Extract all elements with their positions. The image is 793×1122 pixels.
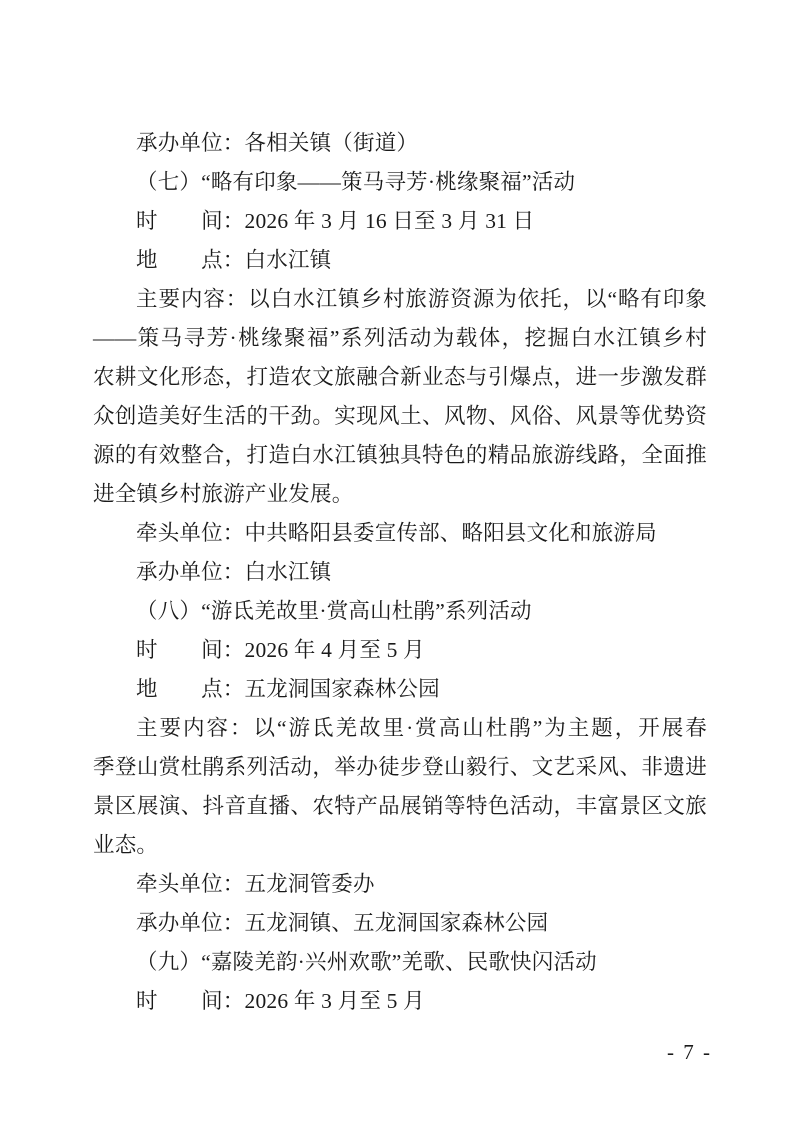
section-heading: （七）“略有印象——策马寻芳·桃缘聚福”活动 — [136, 170, 576, 194]
text-line: 牵头单位：中共略阳县委宣传部、略阳县文化和旅游局 — [136, 521, 657, 545]
text-line: 地 点：白水江镇 — [136, 248, 332, 272]
text-line: 农耕文化形态，打造农文旅融合新业态与引爆点，进一步激发群 — [93, 365, 707, 389]
section-heading: （八）“游氐羌故里·赏高山杜鹃”系列活动 — [136, 599, 532, 623]
text-line: 承办单位：白水江镇 — [136, 560, 332, 584]
text-line: 牵头单位：五龙洞管委办 — [136, 872, 375, 896]
text-line: 业态。 — [93, 833, 159, 857]
text-line: 源的有效整合，打造白水江镇独具特色的精品旅游线路，全面推 — [93, 443, 707, 467]
text-line: 时 间：2026 年 3 月至 5 月 — [136, 989, 425, 1013]
text-line: 主要内容：以“游氐羌故里·赏高山杜鹃”为主题，开展春 — [136, 716, 707, 740]
text-line: 时 间：2026 年 3 月 16 日至 3 月 31 日 — [136, 209, 535, 233]
text-line: 承办单位：各相关镇（街道） — [136, 131, 419, 155]
section-heading: （九）“嘉陵羌韵·兴州欢歌”羌歌、民歌快闪活动 — [136, 950, 597, 974]
text-line: 承办单位：五龙洞镇、五龙洞国家森林公园 — [136, 911, 549, 935]
text-line: 众创造美好生活的干劲。实现风土、风物、风俗、风景等优势资 — [93, 404, 707, 428]
text-line: 主要内容：以白水江镇乡村旅游资源为依托，以“略有印象 — [136, 287, 707, 311]
text-line: 地 点：五龙洞国家森林公园 — [136, 677, 440, 701]
text-line: 时 间：2026 年 4 月至 5 月 — [136, 638, 425, 662]
text-line: 进全镇乡村旅游产业发展。 — [93, 482, 354, 506]
page-number: - 7 - — [667, 1040, 712, 1064]
text-line: 景区展演、抖音直播、农特产品展销等特色活动，丰富景区文旅 — [93, 794, 707, 818]
text-line: ——策马寻芳·桃缘聚福”系列活动为载体，挖掘白水江镇乡村 — [93, 326, 707, 350]
document-content — [93, 124, 707, 1021]
text-line: 季登山赏杜鹃系列活动，举办徒步登山毅行、文艺采风、非遗进 — [93, 755, 707, 779]
